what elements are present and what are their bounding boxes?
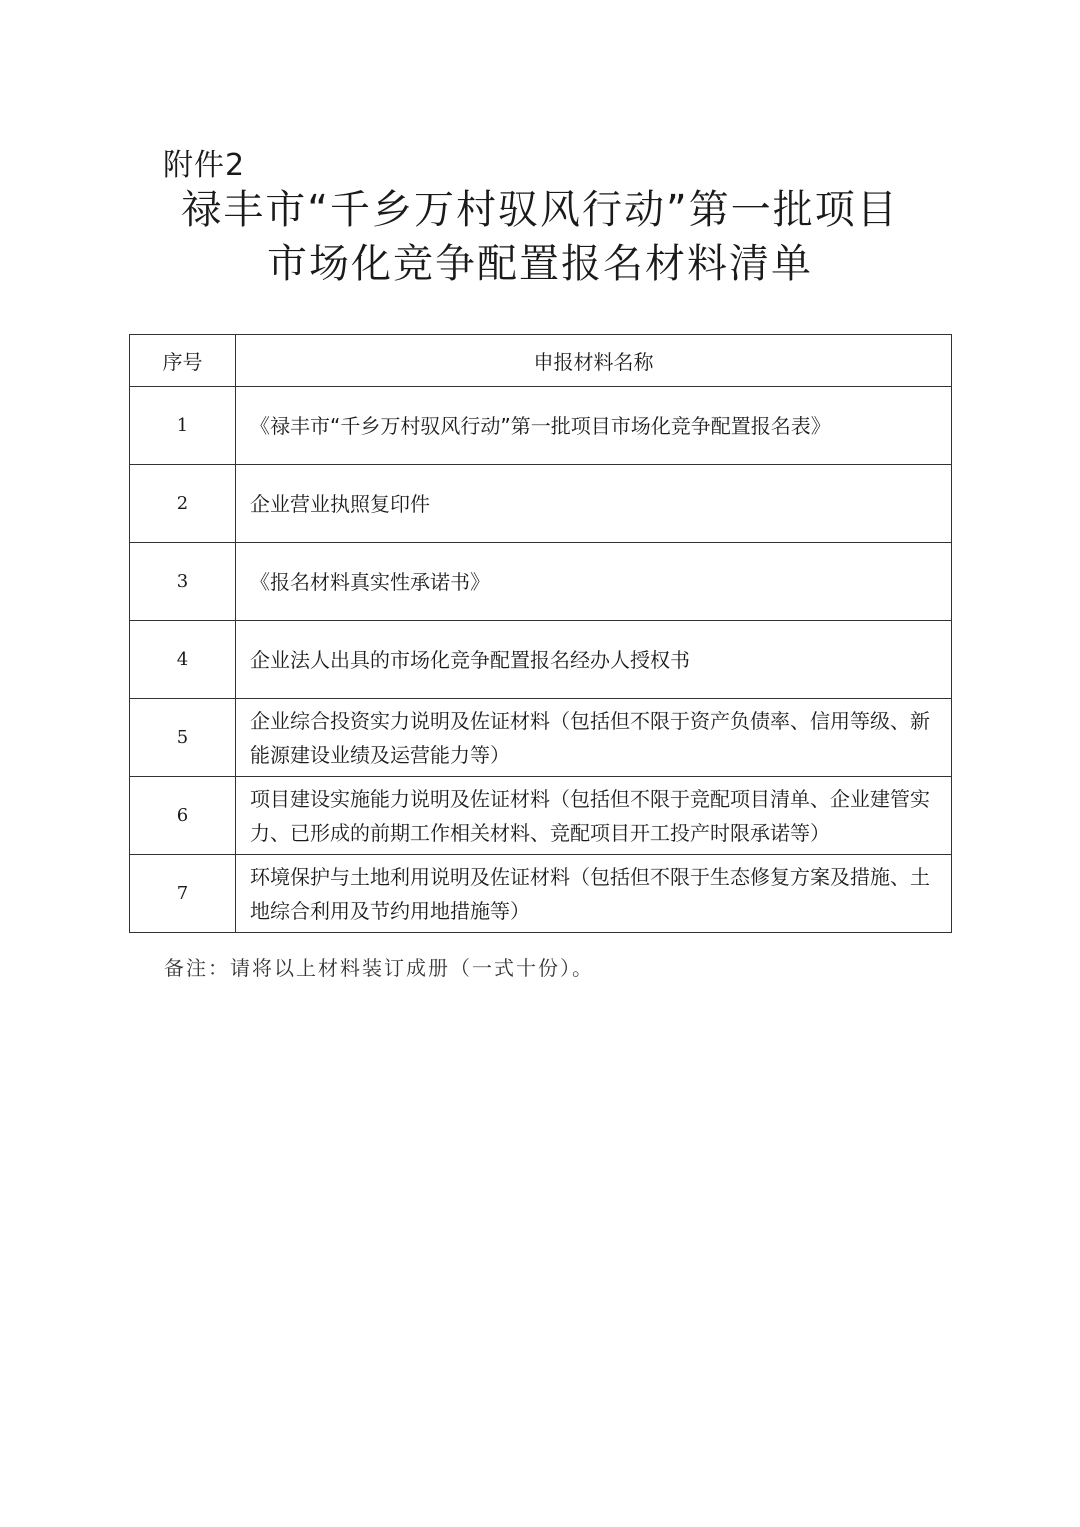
row-material-name: 企业营业执照复印件 bbox=[236, 465, 952, 543]
row-index: 7 bbox=[130, 855, 236, 933]
row-material-name: 项目建设实施能力说明及佐证材料（包括但不限于竞配项目清单、企业建管实力、已形成的前期工作相关材料、竞配项目开工投产时限承诺等） bbox=[236, 777, 952, 855]
row-index: 2 bbox=[130, 465, 236, 543]
row-material-name: 企业法人出具的市场化竞争配置报名经办人授权书 bbox=[236, 621, 952, 699]
table-row bbox=[130, 855, 952, 933]
attachment-label: 附件2 bbox=[163, 148, 246, 183]
document-title-line-2: 市场化竞争配置报名材料清单 bbox=[267, 241, 813, 287]
table-row bbox=[130, 777, 952, 855]
header-index: 序号 bbox=[130, 335, 236, 387]
row-material-name: 企业综合投资实力说明及佐证材料（包括但不限于资产负债率、信用等级、新能源建设业绩及运营能力等） bbox=[236, 699, 952, 777]
table-row bbox=[130, 699, 952, 777]
table-row bbox=[130, 387, 952, 465]
row-material-name: 《禄丰市“千乡万村驭风行动”第一批项目市场化竞争配置报名表》 bbox=[236, 387, 952, 465]
row-index: 1 bbox=[130, 387, 236, 465]
row-material-name: 环境保护与土地利用说明及佐证材料（包括但不限于生态修复方案及措施、土地综合利用及节约用地措施等） bbox=[236, 855, 952, 933]
table-row bbox=[130, 621, 952, 699]
row-index: 6 bbox=[130, 777, 236, 855]
materials-table bbox=[129, 334, 952, 933]
header-material-name: 申报材料名称 bbox=[236, 335, 952, 387]
row-index: 4 bbox=[130, 621, 236, 699]
document-title-line-1: 禄丰市“千乡万村驭风行动”第一批项目 bbox=[181, 187, 899, 233]
table-row bbox=[130, 465, 952, 543]
row-material-name: 《报名材料真实性承诺书》 bbox=[236, 543, 952, 621]
table-header-row bbox=[130, 335, 952, 387]
row-index: 3 bbox=[130, 543, 236, 621]
row-index: 5 bbox=[130, 699, 236, 777]
table-row bbox=[130, 543, 952, 621]
footnote: 备注：请将以上材料装订成册（一式十份）。 bbox=[164, 956, 594, 980]
